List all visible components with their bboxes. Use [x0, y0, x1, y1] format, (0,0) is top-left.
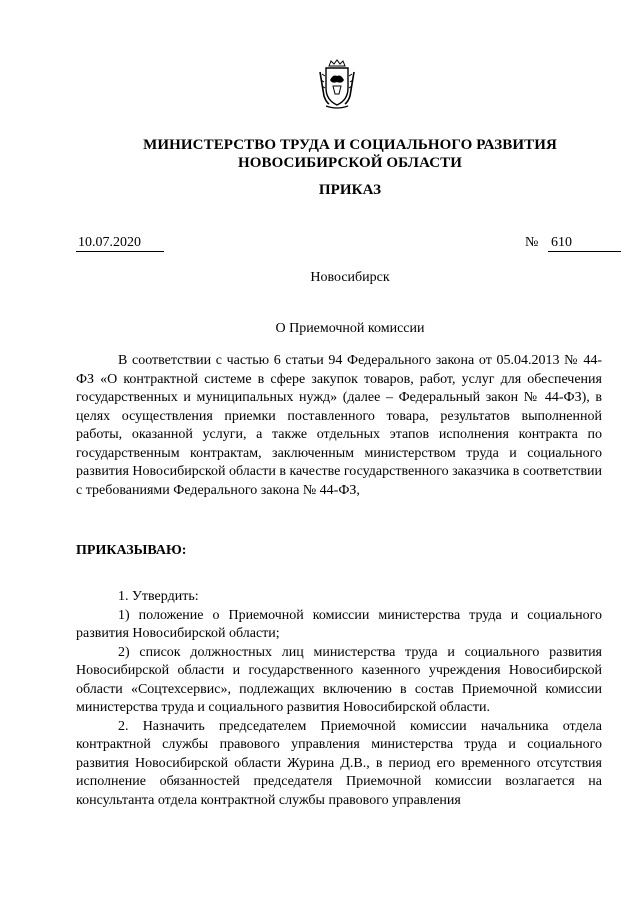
order-item: 2. Назначить председателем Приемочной комиссии начальника отдела контрактной службы правового управления министерства труда и социального развития Новосибирской области Журина Д.В., в период его временного отсутствия исполнение обязанностей председателя Приемочной комиссии возлагается на консультанта отдела контрактной службы правового управления	[76, 718, 602, 808]
document-subject: О Приемочной комиссии	[275, 321, 425, 336]
preamble-paragraph: В соответствии с частью 6 статьи 94 Федерального закона от 05.04.2013 № 44-ФЗ «О контрактной системе в сфере закупок товаров, работ, услуг для обеспечения государственных и муниципальных нужд» (далее – Федеральный закон № 44-ФЗ), в целях осуществления приемки поставленного товара, результатов выполненной работы, оказанной услуги, а также отдельных этапов исполнения контракта по государственным контрактам, заключенным министерством труда и социального развития Новосибирской области в качестве государственного заказчика в соответствии с требованиями Федерального закона № 44-ФЗ,	[76, 353, 602, 498]
number-sign: №	[525, 235, 539, 250]
document-date: 10.07.2020	[76, 234, 164, 252]
order-item: 2) список должностных лиц министерства труда и социального развития Новосибирской области и государственного казенного учреждения Новосибирской области «Соцтехсервис», подлежащих включению в состав Приемочной комиссии министерства труда и социального развития Новосибирской области.	[76, 644, 602, 715]
ministry-title-line2: НОВОСИБИРСКОЙ ОБЛАСТИ	[237, 155, 463, 171]
document-number: 610	[548, 234, 621, 252]
order-item: 1) положение о Приемочной комиссии министерства труда и социального развития Новосибирской области;	[76, 607, 602, 641]
order-item: 1. Утвердить:	[118, 589, 199, 604]
order-heading: ПРИКАЗЫВАЮ:	[76, 543, 187, 558]
coat-of-arms-icon	[316, 58, 358, 110]
order-items	[76, 588, 602, 810]
document-type: ПРИКАЗ	[318, 182, 382, 198]
ministry-title-line1: МИНИСТЕРСТВО ТРУДА И СОЦИАЛЬНОГО РАЗВИТИЯ	[143, 137, 557, 153]
document-city: Новосибирск	[310, 270, 390, 285]
